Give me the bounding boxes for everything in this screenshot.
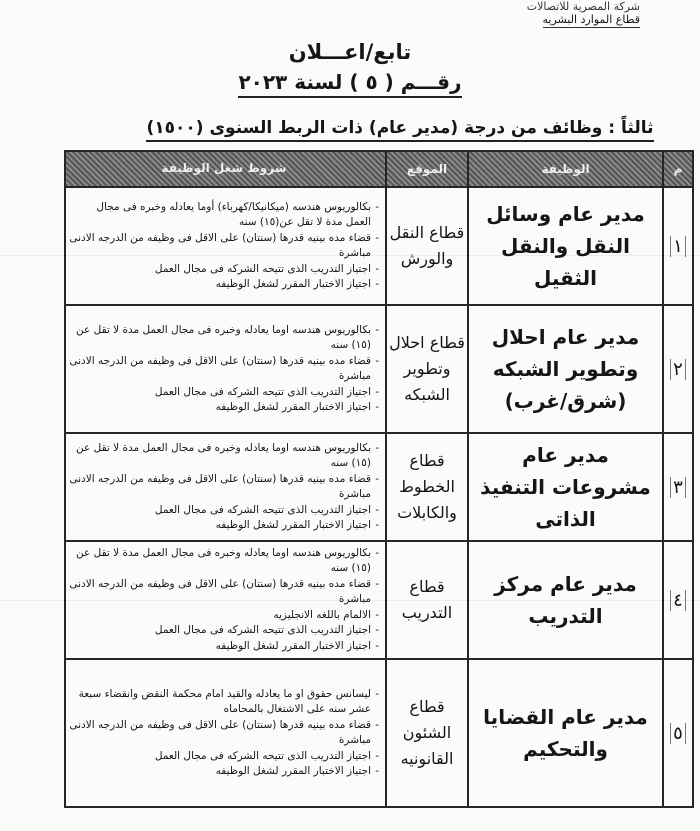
scan-artifact — [0, 600, 700, 601]
row-number-text: ١ — [670, 236, 686, 257]
reference-text: رقـــم ( ٥ ) لسنة ٢٠٢٣ — [238, 70, 461, 98]
condition-item: - ليسانس حقوق او ما يعادله والقيد امام محكمة النقض وانقضاء سبعة عشر سنه على الاشتغال بالمحاماه — [69, 687, 379, 718]
condition-item: - قضاء مده بينيه قدرها (سنتان) على الاقل فى وظيفه من الدرجه الادنى مباشرة — [69, 231, 379, 262]
job-title: مدير عام احلال وتطوير الشبكه (شرق/غرب) — [468, 305, 663, 433]
header-sector: الموقع — [386, 151, 468, 187]
condition-item: - اجتياز التدريب الذى تتيحه الشركه فى مجال العمل — [69, 749, 379, 765]
table-row — [65, 433, 693, 541]
condition-item: - اجتياز الاختبار المقرر لشغل الوظيفه — [69, 518, 379, 534]
job-conditions — [65, 187, 386, 305]
announcement-reference — [150, 70, 550, 94]
condition-item: - اجتياز الاختبار المقرر لشغل الوظيفه — [69, 400, 379, 416]
header-conditions: شروط شغل الوظيفة — [65, 151, 386, 187]
job-conditions — [65, 659, 386, 807]
table-row — [65, 659, 693, 807]
row-number — [663, 305, 693, 433]
table-header-row — [65, 151, 693, 187]
department-name: قطاع الموارد البشريه — [542, 13, 640, 26]
job-sector: قطاع الشئون القانونيه — [386, 659, 468, 807]
header-title: الوظيفة — [468, 151, 663, 187]
job-sector: قطاع التدريب — [386, 541, 468, 659]
header-num: م — [663, 151, 693, 187]
conditions-list — [69, 441, 379, 534]
section-heading — [140, 118, 660, 138]
job-title: مدير عام وسائل النقل والنقل الثقيل — [468, 187, 663, 305]
condition-item: - اجتياز التدريب الذى تتيحه الشركه فى مجال العمل — [69, 503, 379, 519]
condition-item: - بكالوريوس هندسه اوما يعادله وخبره فى مجال العمل مدة لا تقل عن (١٥) سنه — [69, 323, 379, 354]
row-number-text: ٥ — [670, 723, 686, 744]
condition-item: - اجتياز الاختبار المقرر لشغل الوظيفه — [69, 764, 379, 780]
job-sector: قطاع احلال وتطوير الشبكه — [386, 305, 468, 433]
condition-item: - بكالوريوس هندسه اوما يعادله وخبره فى مجال العمل مدة لا تقل عن (١٥) سنه — [69, 546, 379, 577]
condition-item: - قضاء مده بينيه قدرها (سنتان) على الاقل فى وظيفه من الدرجه الادنى مباشرة — [69, 577, 379, 608]
conditions-list — [69, 687, 379, 780]
condition-item: - الالمام باللغه الانجليزيه — [69, 608, 379, 624]
job-title: مدير عام مركز التدريب — [468, 541, 663, 659]
org-name: شركة المصرية للاتصالات — [526, 0, 640, 13]
row-number-text: ٤ — [670, 590, 686, 611]
condition-item: - بكالوريوس هندسه (ميكانيكا/كهرباء) أوما يعادله وخبره فى مجال العمل مدة لا تقل عن(١٥) سنه — [69, 200, 379, 231]
job-title: مدير عام مشروعات التنفيذ الذاتى — [468, 433, 663, 541]
job-conditions — [65, 433, 386, 541]
row-number — [663, 659, 693, 807]
condition-item: - اجتياز الاختبار المقرر لشغل الوظيفه — [69, 639, 379, 655]
section-text: ثالثاً : وظائف من درجة (مدير عام) ذات الربط السنوى (١٥٠٠) — [146, 118, 653, 142]
row-number-text: ٢ — [670, 359, 686, 380]
job-conditions — [65, 305, 386, 433]
condition-item: - اجتياز الاختبار المقرر لشغل الوظيفه — [69, 277, 379, 293]
condition-item: - قضاء مده بينيه قدرها (سنتان) على الاقل فى وظيفه من الدرجه الادنى مباشرة — [69, 718, 379, 749]
condition-item: - قضاء مده بينيه قدرها (سنتان) على الاقل فى وظيفه من الدرجه الادنى مباشرة — [69, 472, 379, 503]
scan-artifact — [0, 255, 700, 256]
job-title: مدير عام القضايا والتحكيم — [468, 659, 663, 807]
condition-item: - قضاء مده بينيه قدرها (سنتان) على الاقل فى وظيفه من الدرجه الادنى مباشرة — [69, 354, 379, 385]
condition-item: - بكالوريوس هندسه اوما يعادله وخبره فى مجال العمل مدة لا تقل عن (١٥) سنه — [69, 441, 379, 472]
conditions-list — [69, 200, 379, 293]
jobs-table — [64, 150, 694, 808]
table-row — [65, 187, 693, 305]
page-header — [340, 0, 640, 28]
condition-item: - اجتياز التدريب الذى تتيحه الشركه فى مجال العمل — [69, 262, 379, 278]
announcement-title: تابع/اعـــلان — [288, 40, 412, 64]
row-number-text: ٣ — [670, 477, 686, 498]
job-sector: قطاع الخطوط والكابلات — [386, 433, 468, 541]
condition-item: - اجتياز التدريب الذى تتيحه الشركه فى مجال العمل — [69, 385, 379, 401]
table-row — [65, 305, 693, 433]
job-sector: قطاع النقل والورش — [386, 187, 468, 305]
condition-item: - اجتياز التدريب الذى تتيحه الشركه فى مجال العمل — [69, 623, 379, 639]
conditions-list — [69, 323, 379, 416]
row-number — [663, 433, 693, 541]
row-number — [663, 187, 693, 305]
